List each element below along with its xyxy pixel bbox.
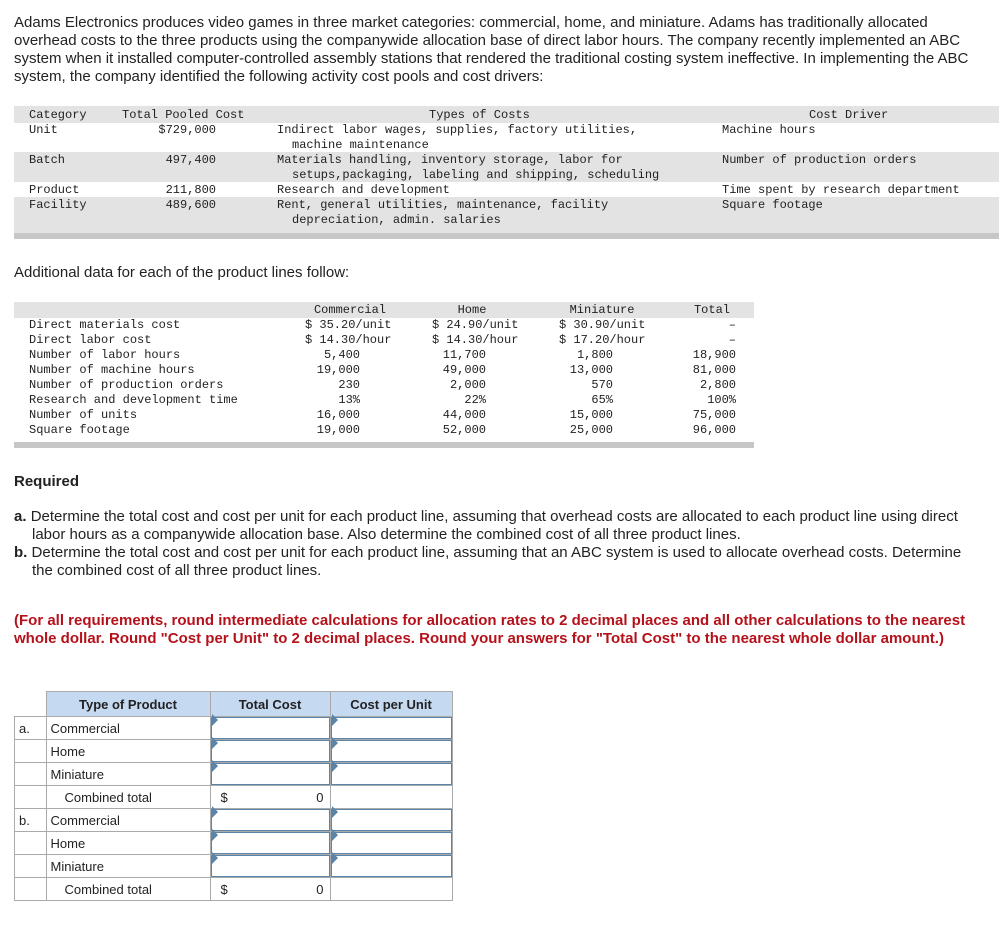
pool-types: Indirect labor wages, supplies, factory utilities,	[277, 123, 638, 137]
pool-types: Research and development	[277, 183, 450, 197]
cell-miniature: 13,000	[569, 363, 613, 377]
pool-driver: Machine hours	[722, 123, 816, 137]
cell-total: 2,800	[699, 378, 736, 392]
product-label: Miniature	[46, 855, 210, 878]
cell-total: 96,000	[692, 423, 736, 437]
pool-driver: Number of production orders	[722, 153, 917, 167]
total-cost-input[interactable]	[210, 717, 330, 740]
cost-per-unit-input[interactable]	[330, 763, 452, 786]
product-label: Home	[46, 740, 210, 763]
cell-commercial: 13%	[338, 393, 360, 407]
pool-driver: Square footage	[722, 198, 823, 212]
pool-category: Batch	[29, 153, 66, 167]
cell-home: 52,000	[442, 423, 486, 437]
pool-total: 211,800	[165, 183, 216, 197]
cell-miniature: 15,000	[569, 408, 613, 422]
cell-total: 81,000	[692, 363, 736, 377]
combined-total-value	[210, 786, 330, 809]
requirement-a	[14, 508, 979, 544]
header-type-of-product: Type of Product	[46, 692, 210, 717]
pool-types: depreciation, admin. salaries	[292, 213, 501, 227]
col-header-miniature: Miniature	[569, 303, 635, 317]
cell-commercial: $ 35.20/unit	[305, 318, 392, 332]
total-cost-input[interactable]	[210, 832, 330, 855]
part-b-label: b.	[15, 809, 47, 832]
combined-total-label: Combined total	[46, 878, 210, 901]
pool-types: machine maintenance	[292, 138, 429, 152]
cell-total: –	[728, 333, 736, 347]
header-cost-per-unit: Cost per Unit	[330, 692, 452, 717]
row-label: Number of production orders	[29, 378, 224, 392]
pool-total: $729,000	[158, 123, 216, 137]
product-label: Home	[46, 832, 210, 855]
cell-total: 18,900	[692, 348, 736, 362]
cell-miniature: 570	[591, 378, 613, 392]
row-label: Direct materials cost	[29, 318, 181, 332]
cell-home: 49,000	[442, 363, 486, 377]
header-total-cost: Total Cost	[210, 692, 330, 717]
header-total-pooled-cost: Total Pooled Cost	[122, 108, 245, 122]
row-label: Number of units	[29, 408, 138, 422]
pool-types: Materials handling, inventory storage, labor for	[277, 153, 623, 167]
row-label: Square footage	[29, 423, 130, 437]
combined-total-value	[210, 878, 330, 901]
dollar-sign: $	[220, 789, 228, 805]
cost-per-unit-input[interactable]	[330, 740, 452, 763]
blank-header	[15, 692, 47, 717]
pool-category: Product	[29, 183, 80, 197]
cell-total: –	[728, 318, 736, 332]
required-heading: Required	[14, 473, 80, 490]
problem-intro: Adams Electronics produces video games in three market categories: commercial, home, and miniature. Adams has traditionally allocated overhead costs to the three products using the companywide allocation base of direct labor hours. The company recently implemented an ABC system when it installed computer-controlled assembly stations that rendered the traditional costing system ineffective. In implementing the ABC system, the company identified the following activity cost pools and cost drivers:	[14, 14, 969, 85]
pool-types: setups,packaging, labeling and shipping, scheduling	[292, 168, 660, 182]
total-cost-input[interactable]	[210, 855, 330, 878]
cell-home: 22%	[464, 393, 486, 407]
pool-category: Unit	[29, 123, 58, 137]
combined-total-amount: 0	[316, 789, 324, 805]
cost-per-unit-input[interactable]	[330, 855, 452, 878]
row-label: Number of labor hours	[29, 348, 181, 362]
header-cost-driver: Cost Driver	[809, 108, 889, 122]
row-label: Research and development time	[29, 393, 238, 407]
col-header-home: Home	[457, 303, 487, 317]
row-label: Number of machine hours	[29, 363, 195, 377]
pool-total: 489,600	[165, 198, 216, 212]
part-a-label: a.	[15, 717, 47, 740]
dollar-sign: $	[220, 881, 228, 897]
cell-commercial: 19,000	[316, 363, 360, 377]
requirement-b	[14, 544, 979, 580]
product-label: Miniature	[46, 763, 210, 786]
col-header-commercial: Commercial	[313, 303, 386, 317]
cell-home: 44,000	[442, 408, 486, 422]
cell-commercial: 5,400	[323, 348, 360, 362]
product-label: Commercial	[46, 717, 210, 740]
cost-per-unit-input[interactable]	[330, 832, 452, 855]
requirement-b-prefix: b.	[14, 544, 28, 561]
cell-commercial: 16,000	[316, 408, 360, 422]
cell-total: 100%	[707, 393, 736, 407]
product-label: Commercial	[46, 809, 210, 832]
cell-miniature: $ 17.20/hour	[559, 333, 646, 347]
rounding-note: (For all requirements, round intermediate calculations for allocation rates to 2 decimal places and all other calculations to the nearest whole dollar. Round "Cost per Unit" to 2 decimal places. Round your answers for "Total Cost" to the nearest whole dollar amount.)	[14, 612, 966, 647]
header-types-of-costs: Types of Costs	[429, 108, 530, 122]
pool-driver: Time spent by research department	[722, 183, 960, 197]
row-label: Direct labor cost	[29, 333, 152, 347]
cell-home: 2,000	[449, 378, 486, 392]
total-cost-input[interactable]	[210, 740, 330, 763]
cell-home: 11,700	[442, 348, 486, 362]
combined-total-amount: 0	[316, 881, 324, 897]
requirement-a-text: Determine the total cost and cost per unit for each product line, assuming that overhead costs are allocated to each product line using direct labor hours as a companywide allocation base. Also determine the combined cost of all three product lines.	[30, 508, 958, 543]
table-rule	[14, 442, 754, 448]
answer-table	[14, 691, 453, 901]
pool-total: 497,400	[165, 153, 216, 167]
cell-home: $ 24.90/unit	[432, 318, 519, 332]
cell-commercial: 230	[338, 378, 360, 392]
cell-miniature: $ 30.90/unit	[559, 318, 646, 332]
cell-commercial: $ 14.30/hour	[305, 333, 392, 347]
requirement-b-text: Determine the total cost and cost per unit for each product line, assuming that an ABC system is used to allocate overhead costs. Determine the combined cost of all three product lines.	[31, 544, 962, 579]
additional-data-label: Additional data for each of the product lines follow:	[14, 264, 350, 281]
header-category: Category	[29, 108, 87, 122]
pool-types: Rent, general utilities, maintenance, facility	[277, 198, 609, 212]
cell-miniature: 25,000	[569, 423, 613, 437]
cost-per-unit-input[interactable]	[330, 717, 452, 740]
total-cost-input[interactable]	[210, 763, 330, 786]
pool-category: Facility	[29, 198, 87, 212]
total-cost-input[interactable]	[210, 809, 330, 832]
requirement-a-prefix: a.	[14, 508, 27, 525]
cell-miniature: 1,800	[576, 348, 613, 362]
col-header-total: Total	[693, 303, 730, 317]
cost-per-unit-input[interactable]	[330, 809, 452, 832]
cell-commercial: 19,000	[316, 423, 360, 437]
cell-total: 75,000	[692, 408, 736, 422]
cell-miniature: 65%	[591, 393, 613, 407]
table-rule	[14, 233, 999, 239]
combined-total-label: Combined total	[46, 786, 210, 809]
cell-home: $ 14.30/hour	[432, 333, 519, 347]
